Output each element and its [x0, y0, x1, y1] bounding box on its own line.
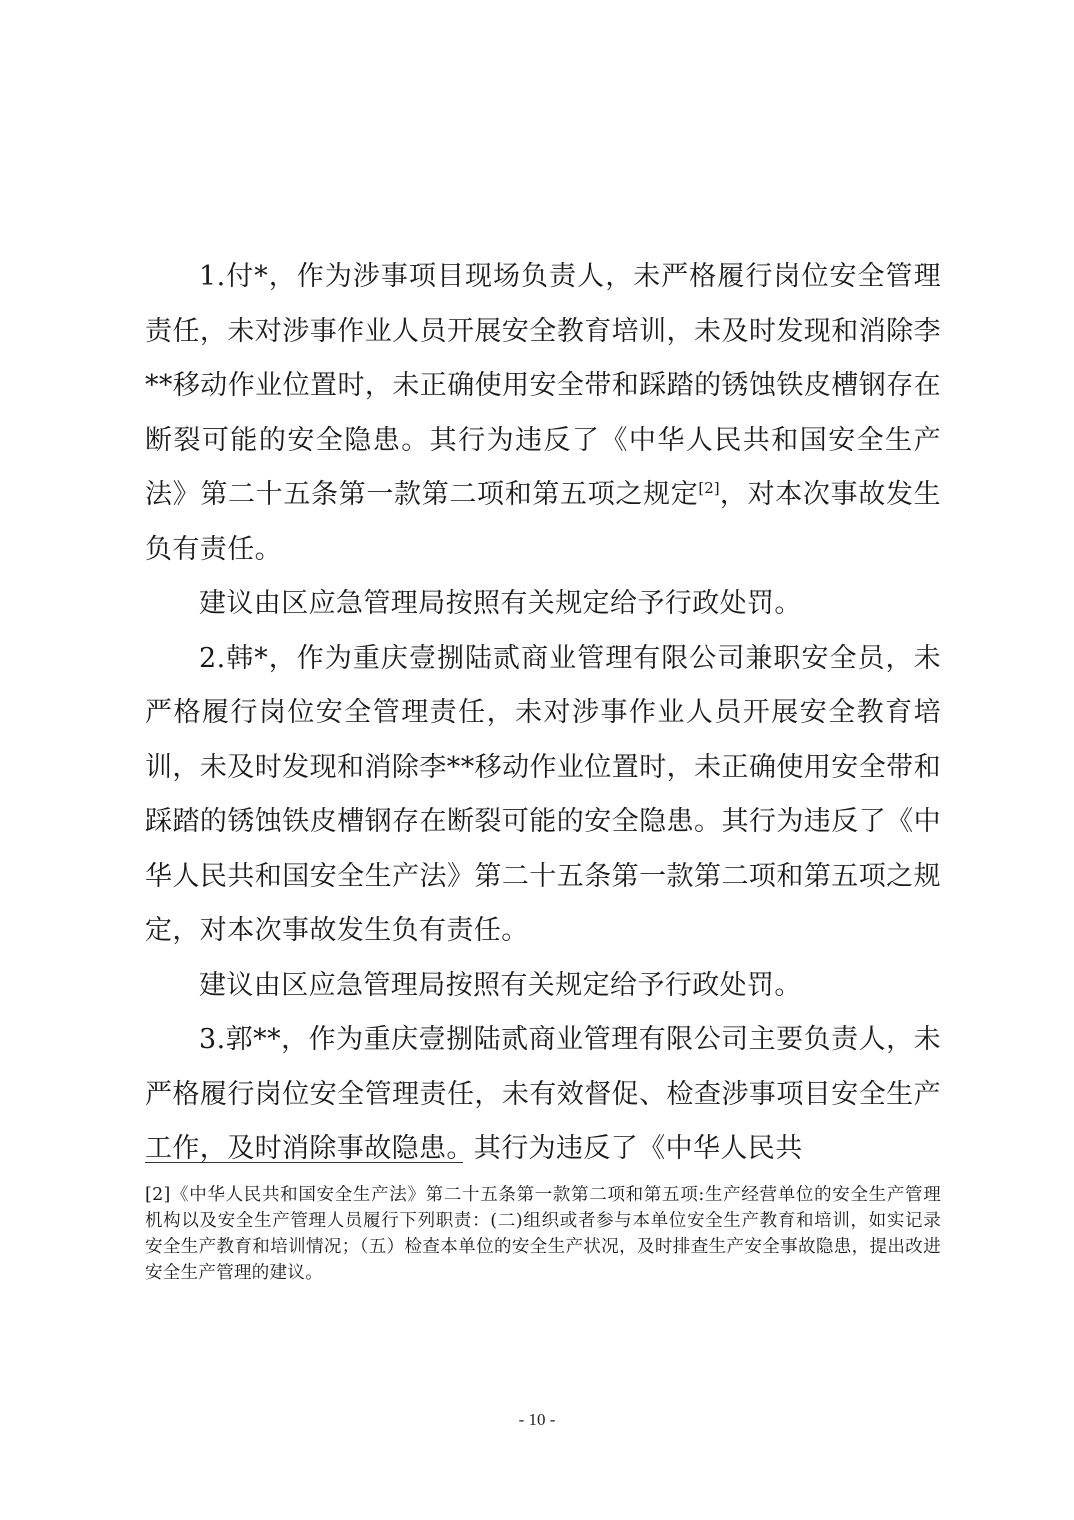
paragraph-3: 2.韩*，作为重庆壹捌陆贰商业管理有限公司兼职安全员，未严格履行岗位安全管理责任，未对涉事作业人员开展安全教育培训，未及时发现和消除李**移动作业位置时，未正确使用安全带和踩踏的锈蚀铁皮槽钢存在断裂可能的安全隐患。其行为违反了《中华人民共和国安全生产法》第二十五条第一款第二项和第五项之规定，对本次事故发生负有责任。 — [145, 642, 941, 946]
paragraph-1-text-after: ，对本次事故发生负有责任。 — [145, 479, 941, 565]
footnote-reference[interactable]: [2] — [698, 479, 720, 497]
footnote-text: [2]《中华人民共和国安全生产法》第二十五条第一款第二项和第五项:生产经营单位的安全生产管理机构以及安全生产管理人员履行下列职责：(二)组织或者参与本单位安全生产教育和培训，如实记录安全生产教育和培训情况；（五）检查本单位的安全生产状况，及时排查生产安全事故隐患，提出改进安全生产管理的建议。 — [145, 1185, 941, 1283]
footnote — [145, 1182, 941, 1286]
page-number: - 10 - — [518, 1410, 556, 1429]
paragraph-1 — [145, 250, 941, 577]
paragraph-5: 3.郭**，作为重庆壹捌陆贰商业管理有限公司主要负责人，未严格履行岗位安全管理责任，未有效督促、检查涉事项目安全生产工作，及时消除事故隐患。其行为违反了《中华人民共 — [145, 1024, 941, 1164]
paragraph-1-text: 1.付*，作为涉事项目现场负责人，未严格履行岗位安全管理责任，未对涉事作业人员开展安全教育培训，未及时发现和消除李**移动作业位置时，未正确使用安全带和踩踏的锈蚀铁皮槽钢存在断裂可能的安全隐患。其行为违反了《中华人民共和国安全生产法》第二十五条第一款第二项和第五项之规定 — [145, 261, 941, 510]
paragraph-2: 建议由区应急管理局按照有关规定给予行政处罚。 — [199, 588, 802, 619]
paragraph-4: 建议由区应急管理局按照有关规定给予行政处罚。 — [199, 969, 802, 1001]
document-body — [145, 250, 941, 1177]
footnote-divider — [145, 1162, 463, 1163]
